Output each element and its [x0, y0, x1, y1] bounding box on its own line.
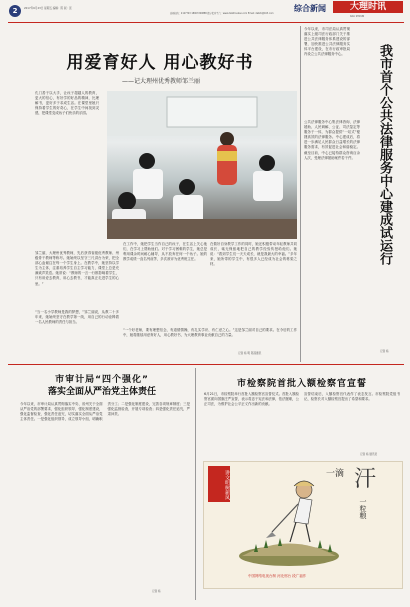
cartoon-caption: 中国网络电视台制 河北邢台 段广福作 — [248, 574, 307, 578]
public-service-cartoon — [203, 461, 403, 589]
lead-byline: 记者 杨 明 陈茜通讯 — [238, 352, 262, 355]
lower-divider — [195, 368, 196, 600]
page-number: 2 — [12, 7, 18, 15]
procuratorate-headline: 市检察院首批入额检察官宣誓 — [236, 379, 367, 389]
lead-col1-quote: “当一名小学教师是我的梦想，”邹兰丽说，从教二十多年来，她始终坚守在教学第一线，用自己的行动诠释着一名人民教师的责任与担当。 — [35, 310, 119, 325]
cartoon-slogan-3: 一粒粮 — [359, 498, 367, 519]
audit-byline: 记者 杨 — [152, 590, 161, 593]
header-divider — [8, 22, 404, 23]
date-line: 2017年6月23日 星期五 编辑：陈 版：张 — [24, 7, 72, 10]
brand-logo: 大理时讯 — [333, 1, 403, 13]
side-body: 公共法律服务中心集法律咨询、法律援助、人民调解、公证、司法鉴定等服务于一体，为群众提供“一站式”便捷高效的法律服务。中心建成后，将进一步满足人民群众日益增长的法律服务需求，有效促进社会和谐稳定。截至目前，中心已接待群众咨询百余人次，受理法律援助案件若干件。 — [304, 120, 360, 160]
lead-col2: 在工作中，她把学生当作自己的孩子，在生活上关心他们，在学习上帮助他们。对于学习困难的学生，她总是利用课余时间耐心辅导，从不放弃任何一个孩子。她的教学成绩一直名列前茅，多次被评为优秀班主任。 — [123, 242, 207, 262]
lead-col1: 邹兰丽，大理州优秀教师，先后获得省级优秀教师、州级骨干教师等称号。她始终以坚守三尺讲台为荣，把全部心血倾注在每一个学生身上。在教学中，她坚持以学生为主体，注重培养学生自主学习能力，课堂上总是充满欢声笑语。她常说：“教师的一言一行都影响着学生，只有用爱去教育，用心去教书，才能真正走进学生的心里。” — [35, 251, 119, 286]
page-number-badge — [9, 5, 21, 17]
column-divider — [300, 26, 301, 362]
cartoon-slogan-2: 汗 — [354, 467, 377, 492]
classroom-photo-illustration — [107, 91, 297, 239]
lead-headline: 用爱育好人 用心教好书 — [66, 53, 254, 73]
lead-photo — [107, 91, 297, 239]
lead-intro: 孔门善于以大手，让孩子超越人的教育，更大的信心，有好学的好品的精神，比理解书，更好多于求成生活。在课堂里她只保持着学生的好奇心，在学生中间找到灵感，把课堂变成孩子们快乐的乐园。 — [35, 91, 99, 116]
contact-line: 新闻热线：2127743 18907209888 数字报刊平台：www.dalizhoubao.com Email: dalizb@163.com — [170, 12, 274, 15]
side-byline: 记者 杨 — [380, 350, 389, 353]
cartoon-badge: 讲文明树新风 — [208, 466, 230, 502]
procuratorate-body: 6月21日，市检察院举行首批入额检察官宣誓仪式。首批入额检察官面向国旗庄严宣誓，表示将忠于宪法和法律，依法履职，公正司法，为维护社会公平正义作出新的贡献。 — [204, 392, 299, 407]
section-divider — [8, 364, 404, 365]
section-title: 综合新闻 — [294, 4, 326, 13]
brand-sub: DALI SHIXUN — [350, 15, 365, 18]
audit-headline-1: 市审计局“四个强化” — [55, 375, 149, 385]
procuratorate-byline: 记者 杨 通讯员 — [360, 453, 378, 456]
lead-col4: “一个好老师，要有理想信念、有道德情操、有扎实学识、有仁爱之心。”这是邹兰丽对自己的要求。在今后的工作中，她将继续用爱育好人，用心教好书，为大理教育事业贡献自己的力量。 — [123, 328, 297, 338]
lead-subheadline: ——记大理州优秀教师邹兰丽 — [122, 78, 201, 85]
farmer-illustration — [234, 476, 344, 568]
side-top-text: 今年以来，市司法局认真贯彻落实上级司法行政部门关于推进公共法律服务体系建设的部署，加快推进公共法律服务实体平台建设，在市行政审批局内设立公共法律服务中心。 — [304, 27, 350, 57]
procuratorate-body-2: 宣誓结束后，入额检察官代表作了表态发言。市检察院党组书记、检察长对入额检察官提出了希望和要求。 — [304, 392, 400, 402]
lead-col3: 在做好自身教学工作的同时，她还积极带动年轻教师共同成长，毫无保留地把自己的教学经验传授给他们。她说：“看到学生们一天天成长，就是我最大的幸福。”多年来，她所带的学生中，有很多人已经成为社会的栋梁之材。 — [210, 242, 297, 267]
audit-body: 今年以来，市审计局认真贯彻落实中央、省州关于全面从严治党的部署要求，强化组织领导，强化制度建设，强化监督检查，强化责任追究，切实落实全面从严治党主体责任。一是强化组织领导，成立领导小组，明确职责分工；二是强化制度建设，完善各项规章制度；三是强化监督检查，开展专项检查；四是强化责任追究，严肃问责。 — [20, 402, 190, 422]
audit-headline-2: 落实全面从严治党主体责任 — [47, 387, 156, 397]
cartoon-slogan-1: 一滴 — [326, 469, 345, 479]
side-vertical-headline: 我市首个公共法律服务中心建成试运行 — [377, 44, 392, 265]
